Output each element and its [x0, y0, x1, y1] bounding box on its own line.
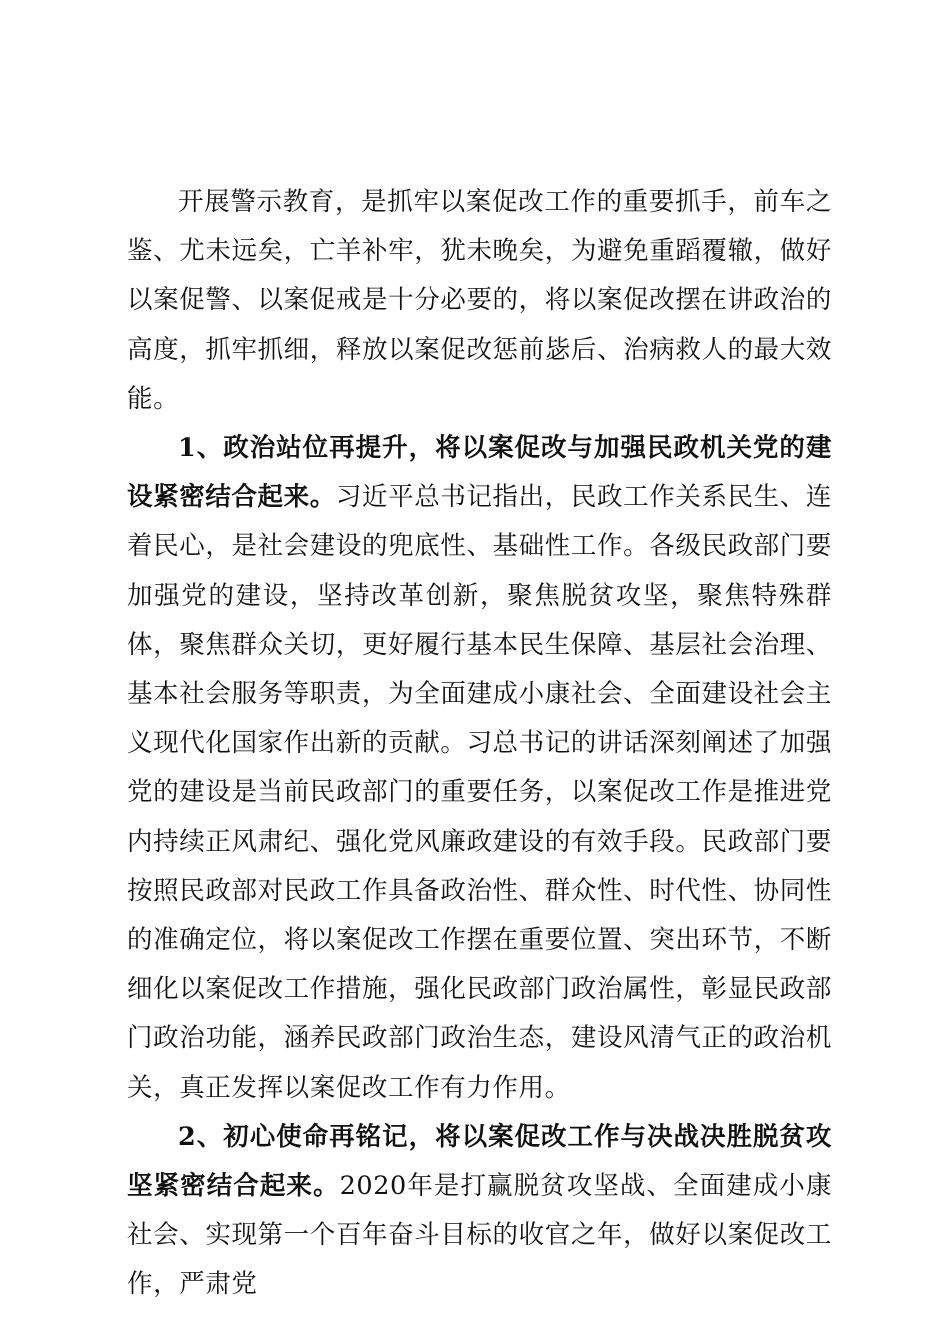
paragraph-text: 2020年是打赢脱贫攻坚战、全面建成小康社会、实现第一个百年奋斗目标的收官之年，做好以案促改工作，严肃党	[127, 1171, 832, 1300]
paragraph-section-2	[127, 1113, 832, 1310]
paragraph-heading: 1、政治站位再提升，将以案促改与加强民政机关党的建设紧密结合起来。	[127, 433, 832, 513]
paragraph-text: 习近平总书记指出，民政工作关系民生、连着民心，是社会建设的兜底性、基础性工作。各级民政部门要加强党的建设，坚持改革创新，聚焦脱贫攻坚，聚焦特殊群体，聚焦群众关切，更好履行基本民生保障、基层社会治理、基本社会服务等职责，为全面建成小康社会、全面建设社会主义现代化国家作出新的贡献。习总书记的讲话深刻阐述了加强党的建设是当前民政部门的重要任务，以案促改工作是推进党内持续正风肃纪、强化党风廉政建设的有效手段。民政部门要按照民政部对民政工作具备政治性、群众性、时代性、协同性的准确定位，将以案促改工作摆在重要位置、突出环节，不断细化以案促改工作措施，强化民政部门政治属性，彰显民政部门政治功能，涵养民政部门政治生态，建设风清气正的政治机关，真正发挥以案促改工作有力作用。	[127, 482, 832, 1103]
paragraph-text: 开展警示教育，是抓牢以案促改工作的重要抓手，前车之鉴、尤未远矣，亡羊补牢，犹未晚矣，为避免重蹈覆辙，做好以案促警、以案促戒是十分必要的，将以案促改摆在讲政治的高度，抓牢抓细，释放以案促改惩前毖后、治病救人的最大效能。	[127, 187, 832, 414]
paragraph-heading: 2、初心使命再铭记，将以案促改工作与决战决胜脱贫攻坚紧密结合起来。	[127, 1121, 832, 1202]
paragraph-section-1	[127, 424, 832, 1113]
document-body	[127, 178, 832, 1310]
paragraph-intro	[127, 178, 832, 424]
